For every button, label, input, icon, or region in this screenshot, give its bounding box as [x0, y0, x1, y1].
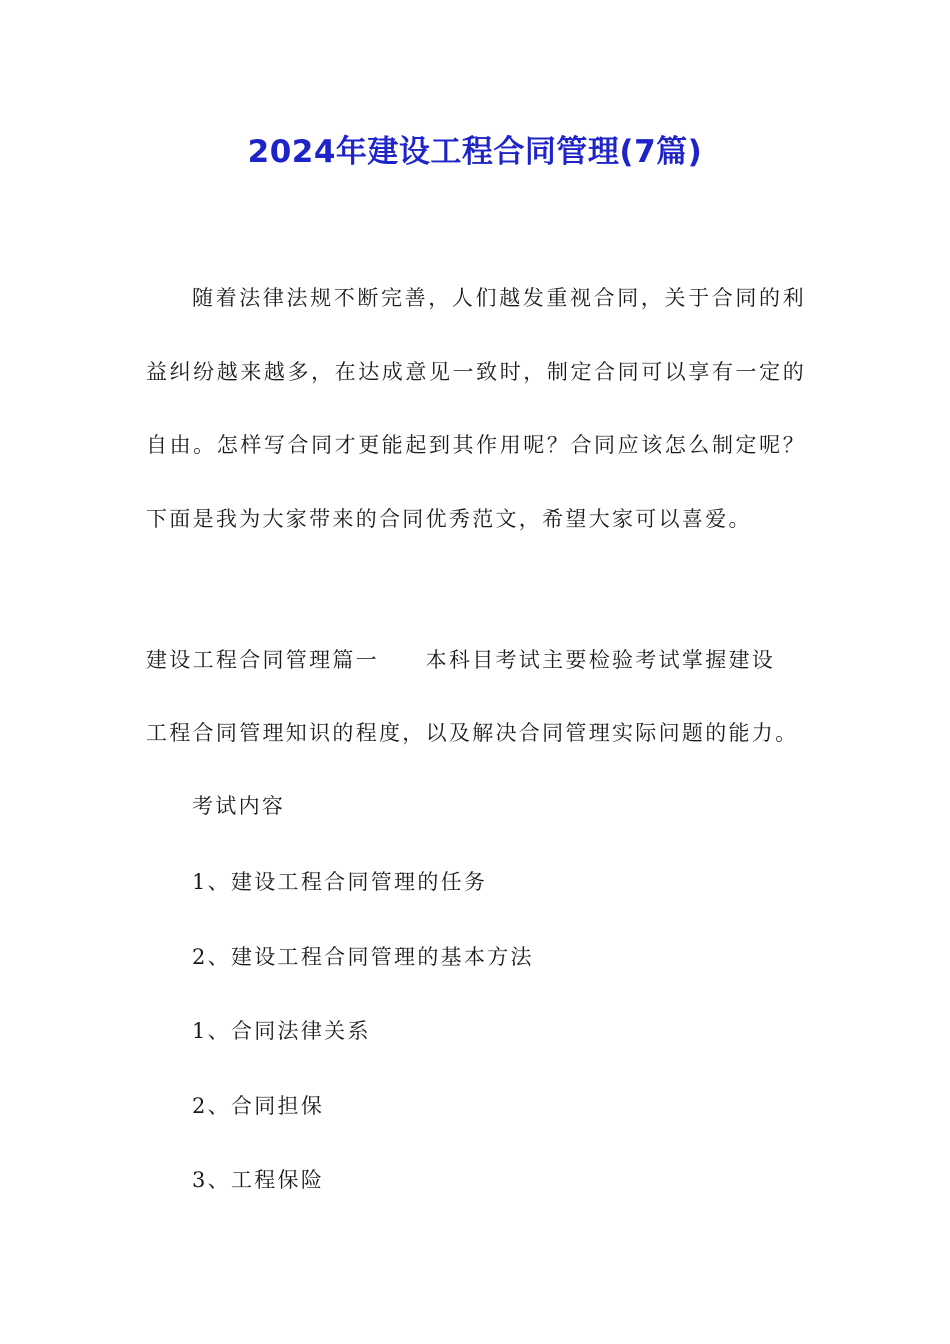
intro-paragraph: 随着法律法规不断完善，人们越发重视合同，关于合同的利益纠纷越来越多，在达成意见一致时，制定合同可以享有一定的自由。怎样写合同才更能起到其作用呢？合同应该怎么制定呢？下面是我为大家带来的合同优秀范文，希望大家可以喜爱。 [146, 286, 806, 531]
list-item: 3、工程保险 [192, 1168, 325, 1192]
list-item: 2、合同担保 [192, 1094, 325, 1118]
section-line-2: 工程合同管理知识的程度，以及解决合同管理实际问题的能力。 [146, 721, 799, 745]
section-line-1: 建设工程合同管理篇一 本科目考试主要检验考试掌握建设 [146, 648, 776, 672]
list-item: 1、合同法律关系 [192, 1019, 371, 1043]
list-item: 2、建设工程合同管理的基本方法 [192, 945, 534, 969]
exam-content-heading: 考试内容 [192, 794, 286, 818]
document-title: 2024年建设工程合同管理(7篇) [247, 134, 703, 170]
list-item: 1、建设工程合同管理的任务 [192, 870, 488, 894]
